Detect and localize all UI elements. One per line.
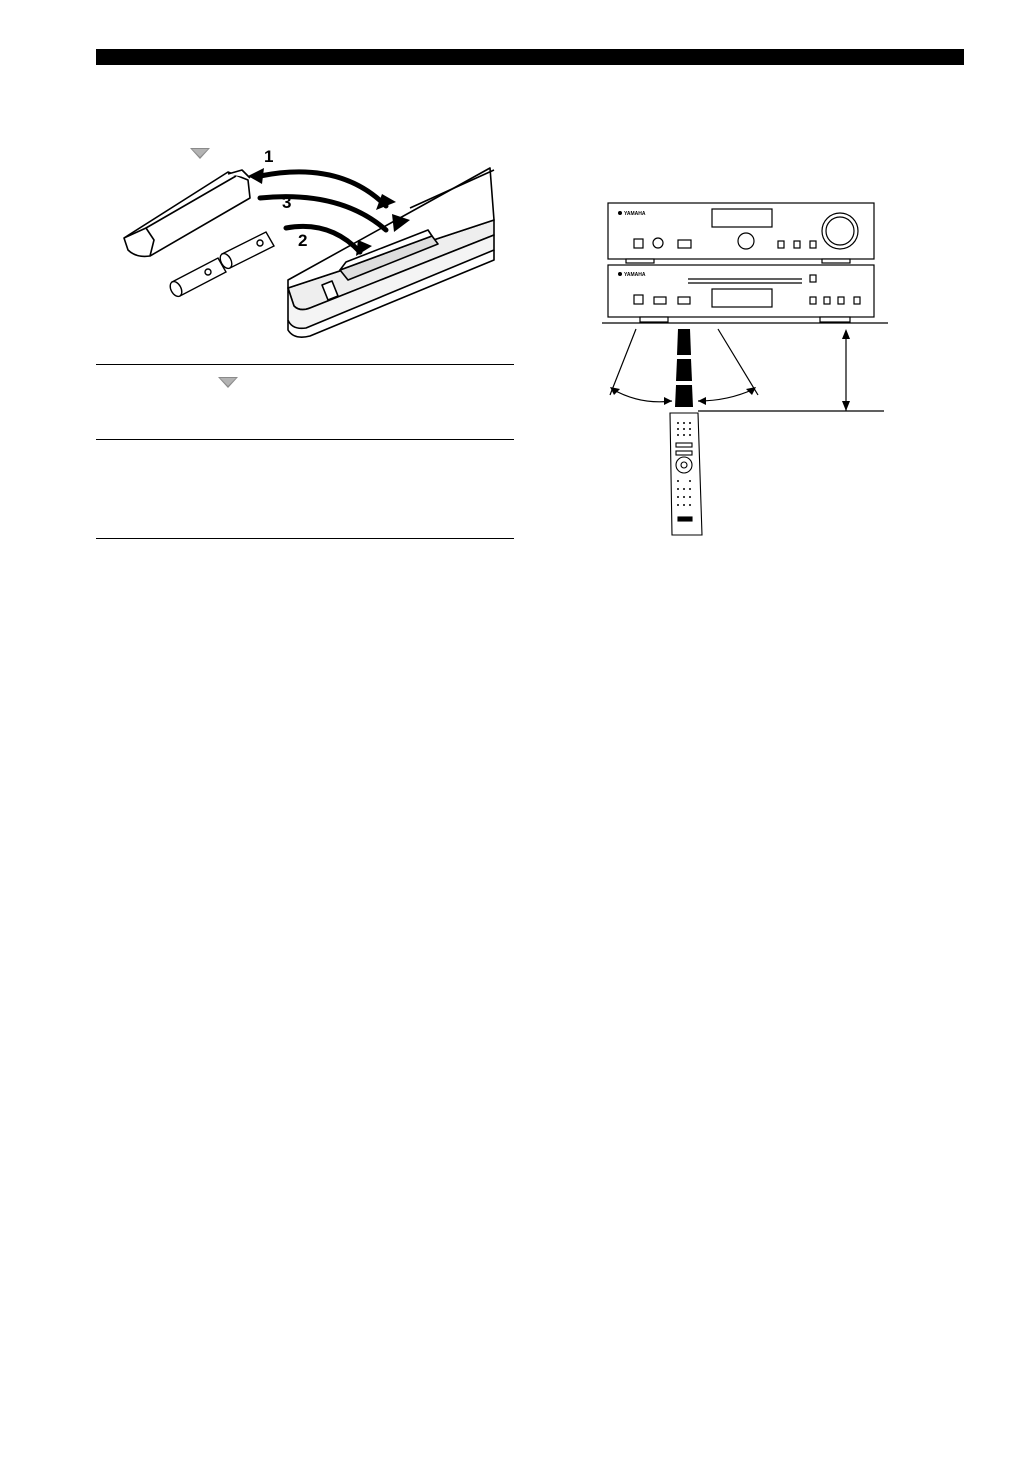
step-number-1: 1 bbox=[264, 147, 274, 166]
divider-top bbox=[96, 364, 514, 365]
signal-beam-icon bbox=[675, 329, 693, 407]
battery-cover bbox=[124, 170, 250, 256]
battery-icon bbox=[168, 232, 274, 298]
battery-installation-figure bbox=[110, 140, 505, 340]
remote-control-icon bbox=[670, 413, 702, 535]
brand-label-top: YAMAHA bbox=[624, 211, 646, 217]
step-number-2: 2 bbox=[298, 231, 308, 250]
cover-triangle-icon bbox=[190, 148, 210, 159]
remote-back-icon bbox=[288, 168, 494, 337]
operation-range-figure bbox=[600, 195, 890, 540]
step-number-3: 3 bbox=[282, 193, 292, 212]
divider-bottom bbox=[96, 538, 514, 539]
header-bar bbox=[96, 49, 964, 65]
triangle-mark-icon bbox=[218, 377, 238, 388]
brand-label-bottom: YAMAHA bbox=[624, 272, 646, 278]
amplifier-unit bbox=[608, 203, 874, 263]
divider-middle bbox=[96, 439, 514, 440]
dimension-arrow-icon bbox=[610, 329, 850, 411]
cd-player-unit bbox=[608, 265, 874, 322]
